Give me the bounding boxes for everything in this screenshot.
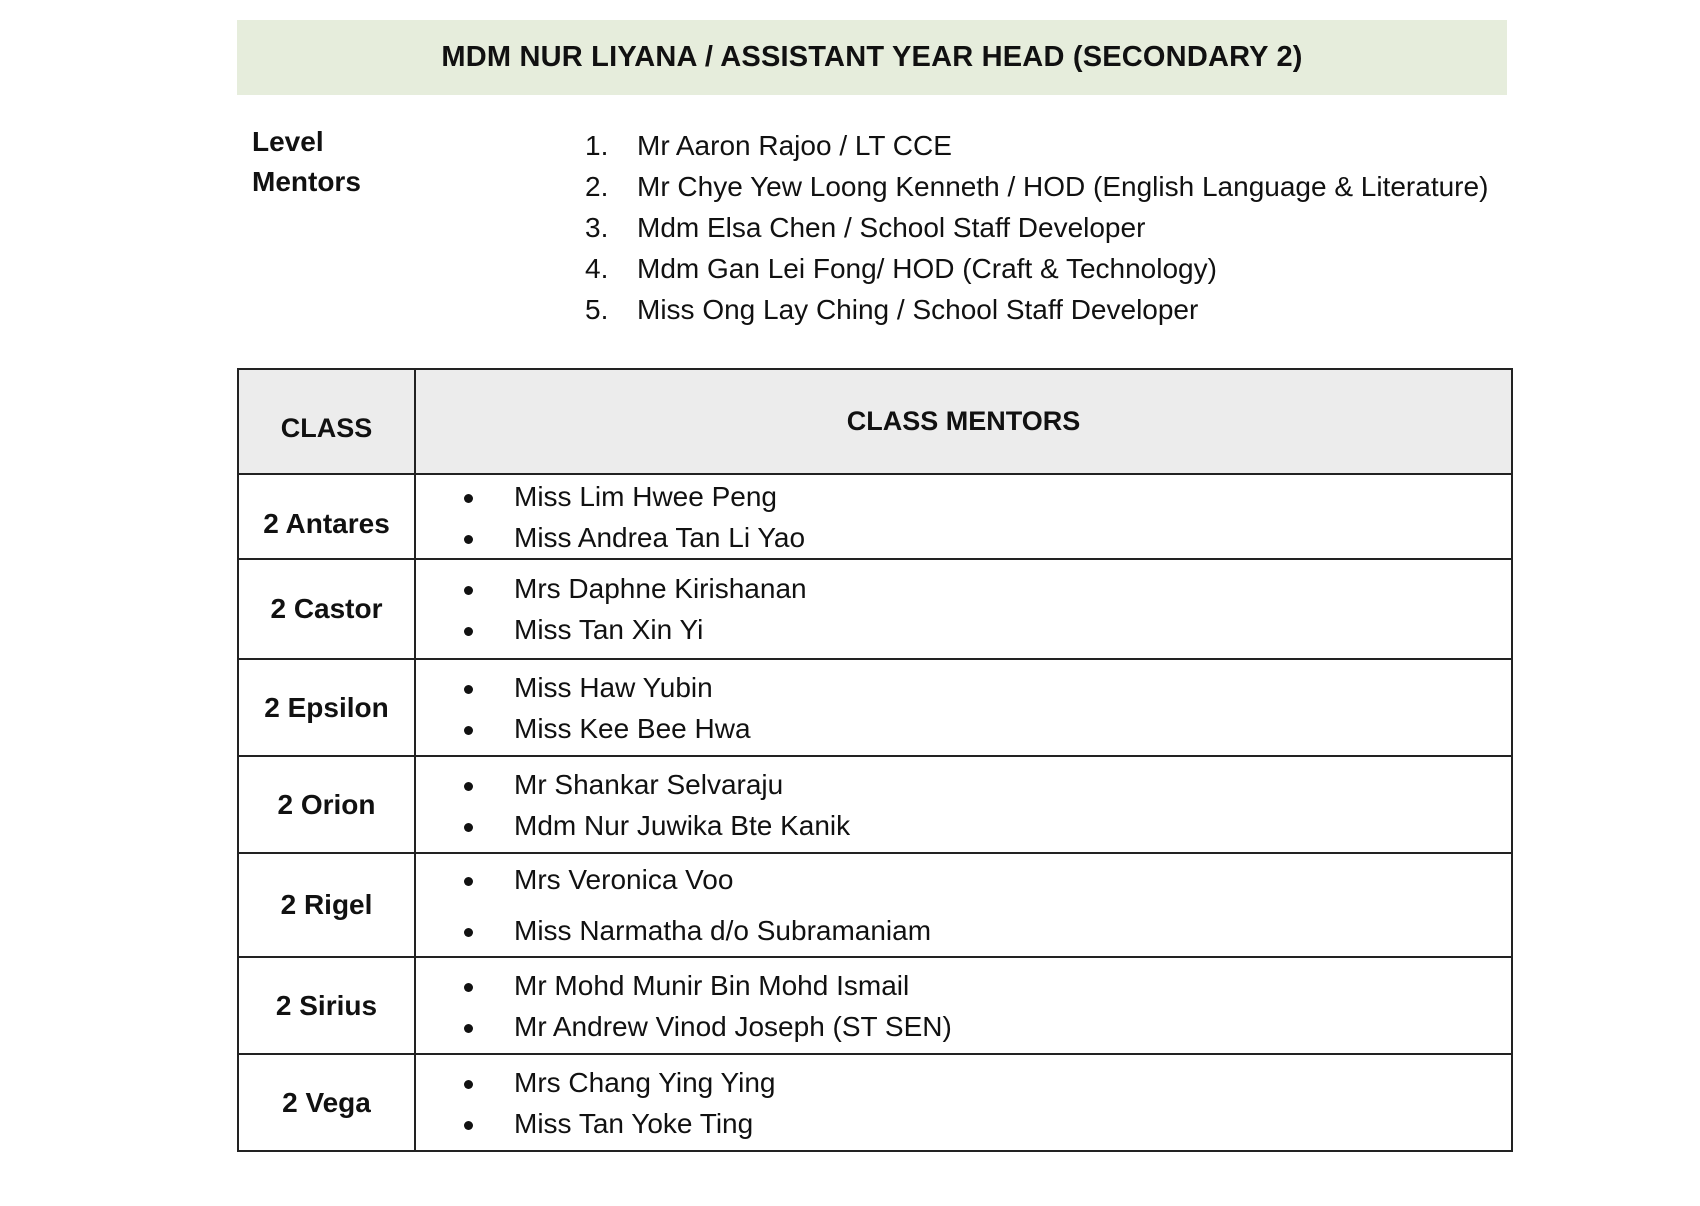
table-row <box>238 756 1512 853</box>
table-row <box>238 957 1512 1054</box>
mentor-names-cell <box>415 1054 1512 1151</box>
class-name-cell: 2 Vega <box>238 1054 415 1151</box>
header-class-mentors: CLASS MENTORS <box>415 369 1512 474</box>
class-name-cell: 2 Rigel <box>238 853 415 957</box>
item-number: 4. <box>585 253 609 284</box>
item-number: 3. <box>585 212 609 243</box>
mentor-name: Miss Lim Hwee Peng <box>464 476 1511 517</box>
mentor-name: Mr Andrew Vinod Joseph (ST SEN) <box>464 1006 1511 1047</box>
item-number: 2. <box>585 171 609 202</box>
table-header-row <box>238 369 1512 474</box>
class-mentors-table <box>237 368 1513 1152</box>
mentor-name: Mr Mohd Munir Bin Mohd Ismail <box>464 965 1511 1006</box>
mentor-names-cell <box>415 853 1512 957</box>
table-row <box>238 659 1512 756</box>
mentor-name: Miss Tan Xin Yi <box>464 609 1511 650</box>
mentor-name: Miss Tan Yoke Ting <box>464 1103 1511 1144</box>
level-label-line1: Level <box>252 126 324 157</box>
mentor-name: Mdm Nur Juwika Bte Kanik <box>464 805 1511 846</box>
header-class: CLASS <box>238 369 415 474</box>
mentor-names-list <box>416 764 1511 846</box>
level-mentor-item <box>585 289 1488 330</box>
table-row <box>238 559 1512 659</box>
class-name-cell: 2 Epsilon <box>238 659 415 756</box>
header-banner <box>237 20 1507 95</box>
class-name-cell: 2 Castor <box>238 559 415 659</box>
mentor-name: Miss Narmatha d/o Subramaniam <box>464 910 1511 951</box>
mentor-names-list <box>416 859 1511 951</box>
level-mentors-label <box>252 122 361 202</box>
mentor-names-list <box>416 1062 1511 1144</box>
mentor-name: Miss Kee Bee Hwa <box>464 708 1511 749</box>
mentor-names-cell <box>415 559 1512 659</box>
item-text: Mr Chye Yew Loong Kenneth / HOD (English Language & Literature) <box>637 171 1489 202</box>
level-mentor-item <box>585 125 1488 166</box>
item-number: 5. <box>585 294 609 325</box>
item-number: 1. <box>585 130 609 161</box>
item-text: Mr Aaron Rajoo / LT CCE <box>637 130 952 161</box>
item-text: Mdm Gan Lei Fong/ HOD (Craft & Technology) <box>637 253 1217 284</box>
level-mentors-list <box>585 125 1488 330</box>
mentor-names-list <box>416 568 1511 650</box>
level-mentor-item <box>585 207 1488 248</box>
mentor-names-list <box>416 667 1511 749</box>
mentor-name: Miss Haw Yubin <box>464 667 1511 708</box>
item-text: Mdm Elsa Chen / School Staff Developer <box>637 212 1146 243</box>
class-name-cell: 2 Sirius <box>238 957 415 1054</box>
mentor-name: Mrs Veronica Voo <box>464 859 1511 900</box>
mentor-names-list <box>416 965 1511 1047</box>
class-name-cell: 2 Antares <box>238 474 415 559</box>
mentor-names-cell <box>415 474 1512 559</box>
mentor-name: Mrs Chang Ying Ying <box>464 1062 1511 1103</box>
table-row <box>238 474 1512 559</box>
item-text: Miss Ong Lay Ching / School Staff Developer <box>637 294 1199 325</box>
mentor-names-cell <box>415 659 1512 756</box>
mentor-names-list <box>416 476 1511 558</box>
level-label-line2: Mentors <box>252 166 361 197</box>
level-mentor-item <box>585 166 1488 207</box>
mentor-names-cell <box>415 756 1512 853</box>
class-name-cell: 2 Orion <box>238 756 415 853</box>
page-title: MDM NUR LIYANA / ASSISTANT YEAR HEAD (SECONDARY 2) <box>441 41 1303 73</box>
mentor-name: Mrs Daphne Kirishanan <box>464 568 1511 609</box>
level-mentor-item <box>585 248 1488 289</box>
mentor-names-cell <box>415 957 1512 1054</box>
mentor-name: Miss Andrea Tan Li Yao <box>464 517 1511 558</box>
table-row <box>238 1054 1512 1151</box>
table-row <box>238 853 1512 957</box>
mentor-name: Mr Shankar Selvaraju <box>464 764 1511 805</box>
